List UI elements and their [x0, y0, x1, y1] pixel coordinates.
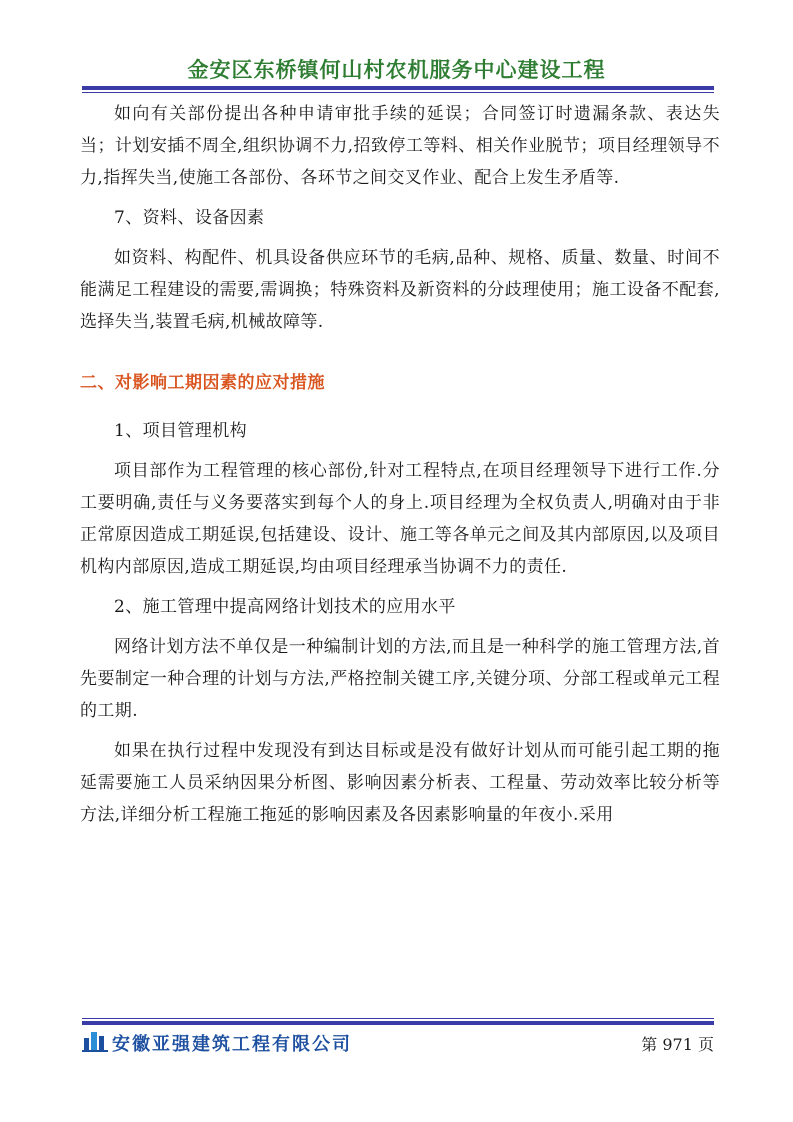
paragraph: 项目部作为工程管理的核心部份,针对工程特点,在项目经理领导下进行工作.分工要明确,责任与义务要落实到每个人的身上.项目经理为全权负责人,明确对由于非正常原因造成工期延误,包括建设、设计、施工等各单元之间及其内部原因,以及项目机构内部原因,造成工期延误,均由项目经理承当协调不力的责任. [80, 461, 720, 577]
header-rule-thin [82, 92, 714, 93]
paragraph: 如果在执行过程中发现没有到达目标或是没有做好计划从而可能引起工期的拖延需要施工人员采纳因果分析图、影响因素分析表、工程量、劳动效率比较分析等方法,详细分析工程施工拖延的影响因素及各因素影响量的年夜小.采用 [80, 741, 720, 825]
footer-rule [82, 1018, 714, 1025]
list-item-heading: 1、项目管理机构 [114, 421, 248, 441]
paragraph: 如向有关部份提出各种申请审批手续的延误；合同签订时遗漏条款、表达失当；计划安插不周全,组织协调不力,招致停工等料、相关作业脱节；项目经理领导不力,指挥失当,使施工各部份、各环节之间交叉作业、配合上发生矛盾等. [80, 104, 720, 188]
list-item-heading: 2、施工管理中提高网络计划技术的应用水平 [114, 597, 456, 617]
company-name: 安徽亚强建筑工程有限公司 [112, 1034, 352, 1055]
header-rule [82, 86, 714, 93]
section-heading: 二、对影响工期因素的应对措施 [80, 373, 325, 393]
paragraph: 网络计划方法不单仅是一种编制计划的方法,而且是一种科学的施工管理方法,首先要制定一种合理的计划与方法,严格控制关键工序,关键分项、分部工程或单元工程的工期. [80, 637, 720, 721]
header-rule-thick [82, 86, 714, 90]
footer-rule-thin [82, 1018, 714, 1019]
list-item-heading: 7、资料、设备因素 [114, 208, 265, 228]
footer-rule-thick [82, 1021, 714, 1025]
paragraph: 如资料、构配件、机具设备供应环节的毛病,品种、规格、质量、数量、时间不能满足工程建设的需要,需调换；特殊资料及新资料的分歧理使用；施工设备不配套,选择失当,装置毛病,机械故障等. [80, 248, 720, 332]
page-footer [82, 1028, 714, 1056]
page-content [80, 96, 720, 831]
building-logo-icon [82, 1030, 108, 1052]
page-header-title: 金安区东桥镇何山村农机服务中心建设工程 [187, 58, 606, 82]
page-number: 第 971 页 [641, 1035, 714, 1054]
